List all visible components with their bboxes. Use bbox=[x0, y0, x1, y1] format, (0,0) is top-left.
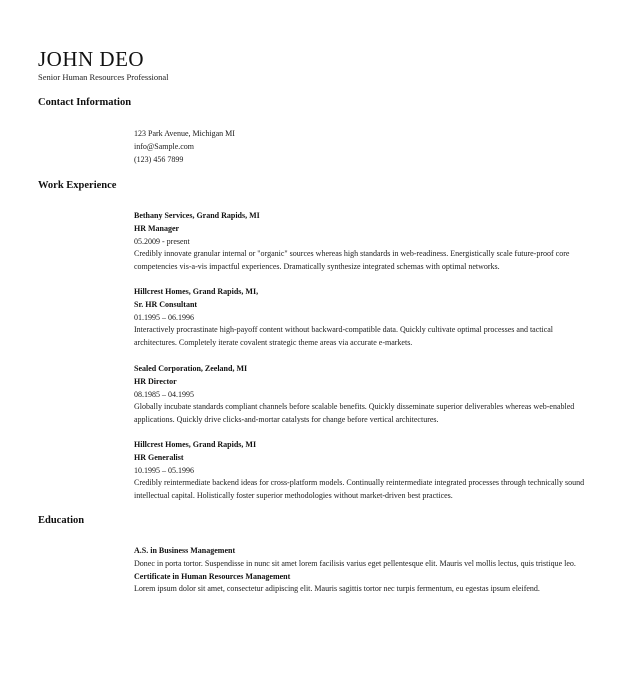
contact-phone: (123) 456 7899 bbox=[134, 154, 184, 164]
job-company: Bethany Services, Grand Rapids, MI bbox=[134, 211, 260, 220]
contact-address: 123 Park Avenue, Michigan MI bbox=[134, 129, 235, 138]
contact-block bbox=[134, 128, 586, 166]
education-description: Lorem ipsum dolor sit amet, consectetur adipiscing elit. Mauris sagittis tortor nec turpis fermentum, eu egestas ipsum eleifend. bbox=[134, 584, 540, 594]
job-company: Sealed Corporation, Zeeland, MI bbox=[134, 364, 248, 373]
job-entry bbox=[134, 286, 586, 350]
education-block bbox=[134, 545, 586, 596]
job-description: Globally incubate standards compliant channels before scalable benefits. Quickly disseminate superior deliverables whereas web-enabled applications. Quickly drive clicks-and-mortar catalysts for change before vertical architectures. bbox=[134, 402, 575, 425]
job-role: Sr. HR Consultant bbox=[134, 299, 198, 309]
job-description: Interactively procrastinate high-payoff content without backward-compatible data. Quickly cultivate optimal processes and tactical architectures. Completely iterate covalent strategic theme areas via accurate e-markets. bbox=[134, 325, 554, 348]
job-description: Credibly reintermediate backend ideas for cross-platform models. Continually reintermediate integrated processes through technically sound intellectual capital. Holistically foster superior methodologies without market-driven best practices. bbox=[134, 478, 585, 501]
candidate-name: JOHN DEO bbox=[38, 47, 145, 71]
education-degree: A.S. in Business Management bbox=[134, 546, 236, 555]
job-entry bbox=[134, 439, 586, 503]
job-dates: 10.1995 – 05.1996 bbox=[134, 465, 194, 475]
education-description: Donec in porta tortor. Suspendisse in nunc sit amet lorem facilisis varius eget pellentesque elit. Mauris vel mollis lectus, quis tristique leo. bbox=[134, 558, 576, 568]
education-degree: Certificate in Human Resources Management bbox=[134, 571, 291, 581]
job-role: HR Director bbox=[134, 376, 177, 386]
job-role: HR Generalist bbox=[134, 452, 184, 462]
job-description: Credibly innovate granular internal or "organic" sources whereas high standards in web-readiness. Energistically scale future-proof core competencies vis-a-vis impactful experiences. Dramatically synthesize integrated schemas with optimal networks. bbox=[134, 249, 570, 272]
contact-heading: Contact Information bbox=[38, 97, 132, 108]
job-entry bbox=[134, 210, 586, 274]
contact-email: info@Sample.com bbox=[134, 141, 195, 151]
job-role: HR Manager bbox=[134, 223, 180, 233]
job-dates: 05.2009 - present bbox=[134, 236, 190, 246]
education-heading: Education bbox=[38, 515, 85, 526]
job-company: Hillcrest Homes, Grand Rapids, MI bbox=[134, 440, 257, 449]
job-entry bbox=[134, 363, 586, 427]
job-company: Hillcrest Homes, Grand Rapids, MI, bbox=[134, 287, 259, 296]
job-dates: 08.1985 – 04.1995 bbox=[134, 389, 194, 399]
job-dates: 01.1995 – 06.1996 bbox=[134, 312, 194, 322]
candidate-title: Senior Human Resources Professional bbox=[38, 72, 169, 82]
work-heading: Work Experience bbox=[38, 180, 117, 191]
